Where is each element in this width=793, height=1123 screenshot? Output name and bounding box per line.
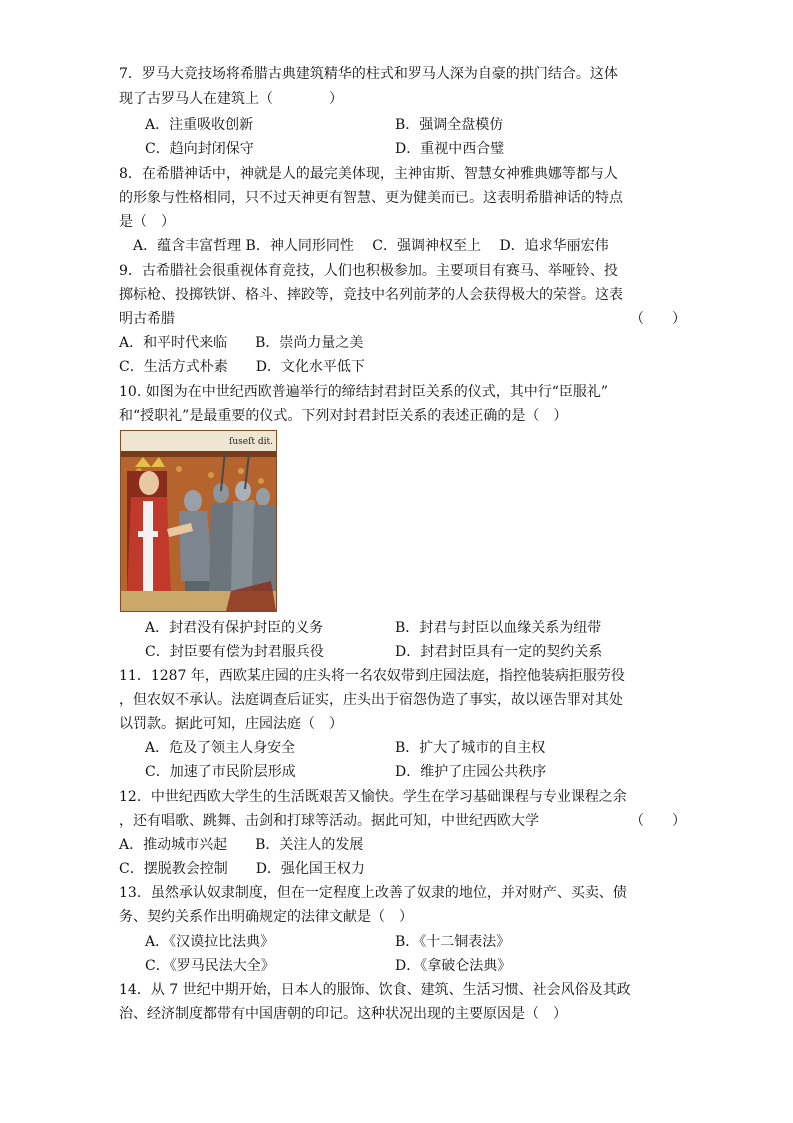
- q14-stem-line-1: 14．从 7 世纪中期开始，日本人的服饰、饮食、建筑、生活习惯、社会风俗及其政: [119, 982, 631, 998]
- q11-stem-line-1: 11．1287 年，西欧某庄园的庄头将一名农奴带到庄园法庭，指控他装病拒服劳役: [119, 668, 625, 684]
- q11-option-b: B．扩大了城市的自主权: [395, 740, 546, 756]
- q11-option-c: C．加速了市民阶层形成: [145, 764, 296, 780]
- q7-stem-line-2: 现了古罗马人在建筑上（ ）: [119, 91, 343, 107]
- q9-options-line-1: A．和平时代来临 B．崇尚力量之美: [119, 335, 364, 351]
- q13-option-b: B．《十二铜表法》: [395, 934, 511, 950]
- q9-stem-line-2: 掷标枪、投掷铁饼、格斗、摔跤等，竞技中名列前茅的人会获得极大的荣誉。这表: [119, 287, 623, 303]
- q7-option-d: D．重视中西合璧: [395, 141, 505, 157]
- q12-stem-line-2: ，还有唱歌、跳舞、击剑和打球等活动。据此可知，中世纪西欧大学: [119, 813, 539, 829]
- q7-option-a: A．注重吸收创新: [145, 117, 254, 133]
- q11-stem-line-2: ，但农奴不承认。法庭调查后证实，庄头出于宿怨伪造了事实，故以诬告罪对其处: [119, 692, 623, 708]
- q8-stem-line-3: 是（ ）: [119, 214, 175, 230]
- q13-option-c: C．《罗马民法大全》: [145, 958, 275, 974]
- q10-option-b: B．封君与封臣以血缘关系为纽带: [395, 620, 602, 636]
- q7-option-c: C．趋向封闭保守: [145, 141, 254, 157]
- q12-stem-line-1: 12．中世纪西欧大学生的生活既艰苦又愉快。学生在学习基础课程与专业课程之余: [119, 789, 627, 805]
- q8-stem-line-1: 8．在希腊神话中，神就是人的最完美体现，主神宙斯、智慧女神雅典娜等都与人: [119, 166, 618, 182]
- q10-stem-line-2: 和“授职礼”是最重要的仪式。下列对封君封臣关系的表述正确的是（ ）: [119, 408, 568, 424]
- q9-options-line-2: C．生活方式朴素 D．文化水平低下: [119, 359, 365, 375]
- illustration-art: [121, 431, 276, 611]
- q9-stem-line-1: 9．古希腊社会很重视体育竞技，人们也积极参加。主要项目有赛马、举哑铃、投: [119, 263, 618, 279]
- feudal-ceremony-illustration: [120, 430, 277, 612]
- q11-stem-line-3: 以罚款。据此可知，庄园法庭（ ）: [119, 716, 343, 732]
- q7-option-b: B．强调全盘模仿: [395, 117, 504, 133]
- figure-caption-text: ſuseſt dit.: [229, 437, 273, 447]
- q9-stem-line-3: 明古希腊: [119, 311, 175, 327]
- q12-options-line-1: A．推动城市兴起 B．关注人的发展: [119, 837, 364, 853]
- q9-answer-bracket: （ ）: [630, 311, 686, 327]
- q13-option-d: D．《拿破仑法典》: [395, 958, 512, 974]
- q8-stem-line-2: 的形象与性格相同，只不过天神更有智慧、更为健美而已。这表明希腊神话的特点: [119, 190, 623, 206]
- q10-option-c: C．封臣要有偿为封君服兵役: [145, 644, 324, 660]
- q11-option-d: D．维护了庄园公共秩序: [395, 764, 547, 780]
- q12-options-line-2: C．摆脱教会控制 D．强化国王权力: [119, 861, 365, 877]
- q12-answer-bracket: （ ）: [630, 813, 686, 829]
- q11-option-a: A．危及了领主人身安全: [145, 740, 296, 756]
- q14-stem-line-2: 治、经济制度都带有中国唐朝的印记。这种状况出现的主要原因是（ ）: [119, 1006, 567, 1022]
- q13-stem-line-2: 务、契约关系作出明确规定的法律文献是（ ）: [119, 909, 413, 925]
- q13-option-a: A．《汉谟拉比法典》: [145, 934, 275, 950]
- q13-stem-line-1: 13．虽然承认奴隶制度，但在一定程度上改善了奴隶的地位，并对财产、买卖、债: [119, 885, 627, 901]
- q7-stem-line-1: 7．罗马大竞技场将希腊古典建筑精华的柱式和罗马人深为自豪的拱门结合。这体: [119, 66, 618, 82]
- q10-option-d: D．封君封臣具有一定的契约关系: [395, 644, 603, 660]
- q10-option-a: A．封君没有保护封臣的义务: [145, 620, 324, 636]
- q10-stem-line-1: 10. 如图为在中世纪西欧普遍举行的缔结封君封臣关系的仪式，其中行“臣服礼”: [119, 384, 609, 400]
- q8-options: A．蕴含丰富哲理 B．神人同形同性 C．强调神权至上 D．追求华丽宏伟: [133, 238, 609, 254]
